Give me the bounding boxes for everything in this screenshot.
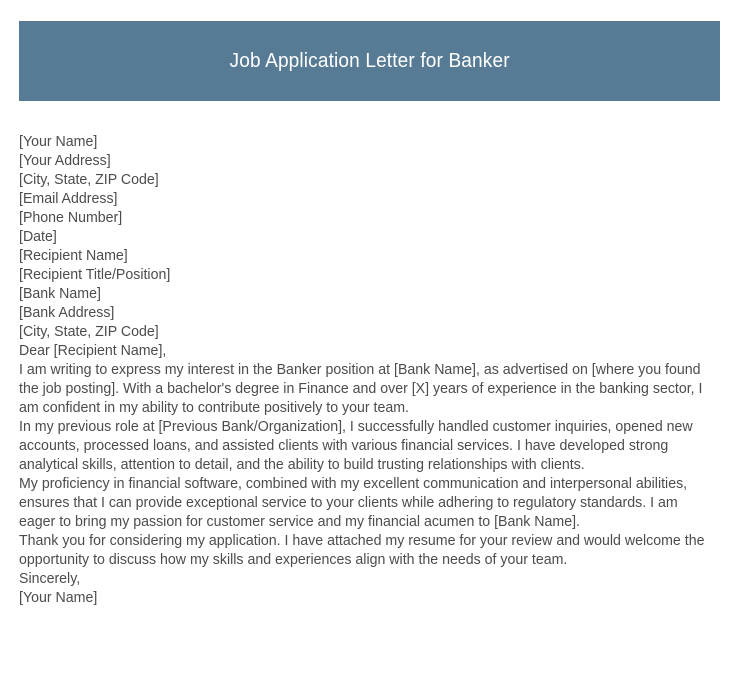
signature-name: [Your Name] [19,590,98,606]
recipient-bank-address: [Bank Address] [19,305,115,321]
body-paragraph-2: In my previous role at [Previous Bank/Organization], I successfully handled customer inquiries, opened new accounts, processed loans, and assisted clients with various financial services. I have developed strong analytical skills, attention to detail, and the ability to build trusting relationships with clients. [19,419,697,473]
recipient-title: [Recipient Title/Position] [19,267,171,283]
document-header-band [19,21,720,101]
document-title: Job Application Letter for Banker [229,48,510,72]
sender-email: [Email Address] [19,191,118,207]
recipient-name: [Recipient Name] [19,248,128,264]
closing-line: Sincerely, [19,571,81,587]
sender-name: [Your Name] [19,134,98,150]
body-paragraph-3: My proficiency in financial software, combined with my excellent communication and interpersonal abilities, ensures that I can provide exceptional service to your clients while adhering to regulatory standards. I am eager to bring my passion for customer service and my financial acumen to [Bank Name]. [19,476,692,530]
letter-body [19,133,721,608]
body-paragraph-1: I am writing to express my interest in the Banker position at [Bank Name], as advertised on [where you found the job posting]. With a bachelor's degree in Finance and over [X] years of experience in the banking sector, I am confident in my ability to contribute positively to your team. [19,362,707,416]
sender-phone: [Phone Number] [19,210,123,226]
recipient-city-state-zip: [City, State, ZIP Code] [19,324,159,340]
sender-address: [Your Address] [19,153,111,169]
recipient-bank-name: [Bank Name] [19,286,101,302]
date-line: [Date] [19,229,57,245]
salutation: Dear [Recipient Name], [19,343,167,359]
sender-city-state-zip: [City, State, ZIP Code] [19,172,159,188]
body-paragraph-4: Thank you for considering my application. I have attached my resume for your review and would welcome the opportunity to discuss how my skills and experiences align with the needs of your team. [19,533,709,568]
